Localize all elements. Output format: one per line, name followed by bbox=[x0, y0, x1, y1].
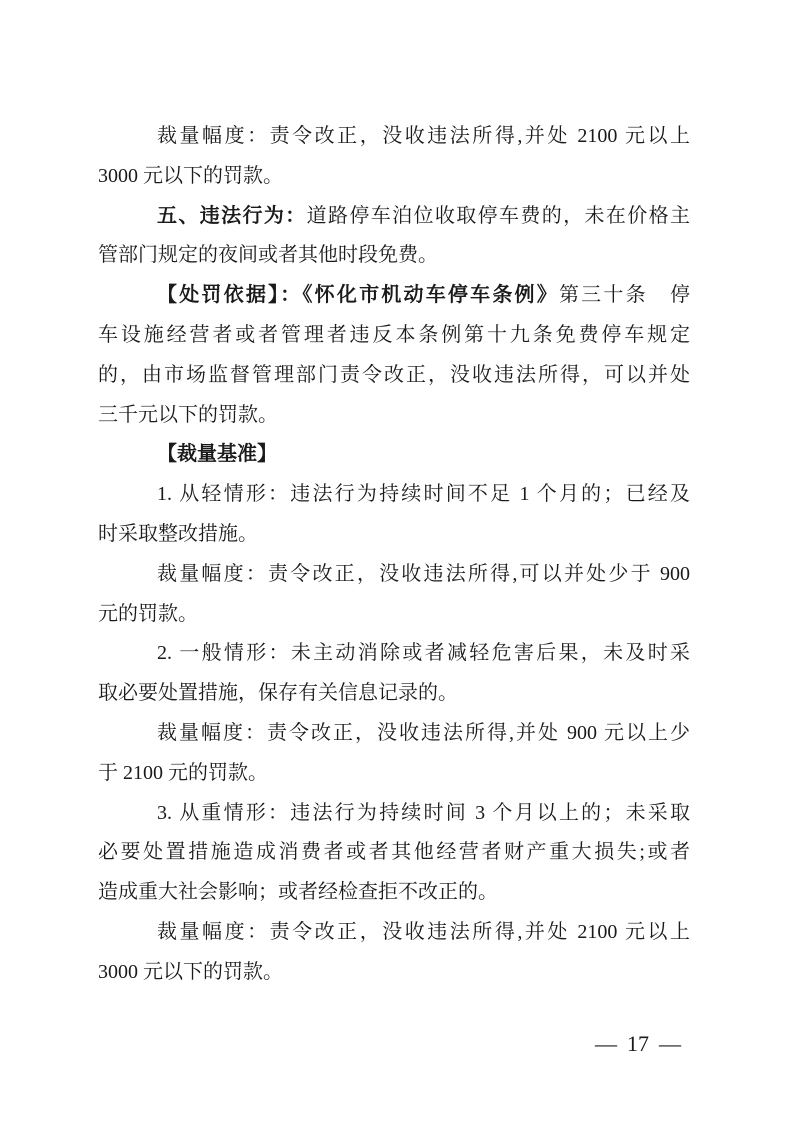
text-run: 元的罚款。 bbox=[98, 602, 198, 625]
text-line bbox=[98, 475, 690, 515]
text-line bbox=[98, 117, 690, 157]
text-line bbox=[98, 276, 690, 316]
text-line bbox=[98, 316, 690, 356]
paragraph bbox=[98, 276, 690, 435]
text-line bbox=[98, 396, 690, 436]
paragraph bbox=[98, 555, 690, 635]
paragraph bbox=[98, 435, 690, 475]
page-number: 17 bbox=[627, 1031, 649, 1056]
text-line bbox=[98, 515, 690, 555]
text-run: 车设施经营者或者管理者违反本条例第十九条免费停车规定 bbox=[98, 323, 690, 346]
paragraph bbox=[98, 117, 690, 197]
text-run: 3. 从重情形：违法行为持续时间 3 个月以上的；未采取 bbox=[157, 801, 690, 824]
text-run: 时采取整改措施。 bbox=[98, 522, 258, 545]
text-line bbox=[98, 634, 690, 674]
text-line bbox=[98, 754, 690, 794]
text-line bbox=[98, 435, 690, 475]
paragraph bbox=[98, 714, 690, 794]
paragraph bbox=[98, 475, 690, 555]
text-line bbox=[98, 555, 690, 595]
text-line bbox=[98, 714, 690, 754]
paragraph bbox=[98, 197, 690, 277]
bold-text-run: 【处罚依据】：《怀化市机动车停车条例》 bbox=[157, 284, 559, 307]
text-line bbox=[98, 953, 690, 993]
text-line bbox=[98, 674, 690, 714]
footer-dash-left: — bbox=[595, 1031, 617, 1056]
text-run: 裁量幅度：责令改正，没收违法所得,并处 2100 元以上 bbox=[157, 125, 690, 147]
text-run: 造成重大社会影响；或者经检查拒不改正的。 bbox=[98, 881, 498, 904]
text-run: 3000 元以下的罚款。 bbox=[98, 164, 283, 187]
text-run: 的，由市场监督管理部门责令改正，没收违法所得，可以并处 bbox=[98, 363, 690, 386]
text-run: 第三十条 停 bbox=[558, 284, 691, 307]
text-line bbox=[98, 913, 690, 953]
text-run: 管部门规定的夜间或者其他时段免费。 bbox=[98, 244, 438, 267]
text-line bbox=[98, 833, 690, 873]
text-run: 裁量幅度：责令改正，没收违法所得,可以并处少于 900 bbox=[157, 562, 690, 585]
paragraph bbox=[98, 913, 690, 993]
footer-dash-right: — bbox=[659, 1031, 681, 1056]
text-line bbox=[98, 794, 690, 834]
text-line bbox=[98, 157, 690, 197]
paragraph bbox=[98, 794, 690, 913]
paragraph bbox=[98, 634, 690, 714]
text-line bbox=[98, 595, 690, 635]
text-line bbox=[98, 197, 690, 237]
bold-text-run: 五、违法行为： bbox=[157, 204, 307, 227]
text-run: 裁量幅度：责令改正，没收违法所得,并处 900 元以上少 bbox=[157, 721, 690, 744]
document-content bbox=[98, 117, 690, 993]
text-run: 必要处置措施造成消费者或者其他经营者财产重大损失;或者 bbox=[98, 841, 690, 864]
page-footer bbox=[595, 1031, 681, 1057]
text-line bbox=[98, 873, 690, 913]
text-line bbox=[98, 356, 690, 396]
text-run: 2. 一般情形：未主动消除或者减轻危害后果，未及时采 bbox=[157, 642, 690, 665]
bold-text-run: 【裁量基准】 bbox=[157, 443, 277, 466]
text-run: 3000 元以下的罚款。 bbox=[98, 960, 283, 983]
text-run: 取必要处置措施，保存有关信息记录的。 bbox=[98, 682, 458, 705]
text-run: 三千元以下的罚款。 bbox=[98, 403, 278, 426]
text-run: 1. 从轻情形：违法行为持续时间不足 1 个月的；已经及 bbox=[157, 483, 690, 506]
text-run: 道路停车泊位收取停车费的，未在价格主 bbox=[306, 204, 690, 227]
text-run: 裁量幅度：责令改正，没收违法所得,并处 2100 元以上 bbox=[157, 920, 690, 943]
text-run: 于 2100 元的罚款。 bbox=[98, 761, 268, 784]
text-line bbox=[98, 236, 690, 276]
